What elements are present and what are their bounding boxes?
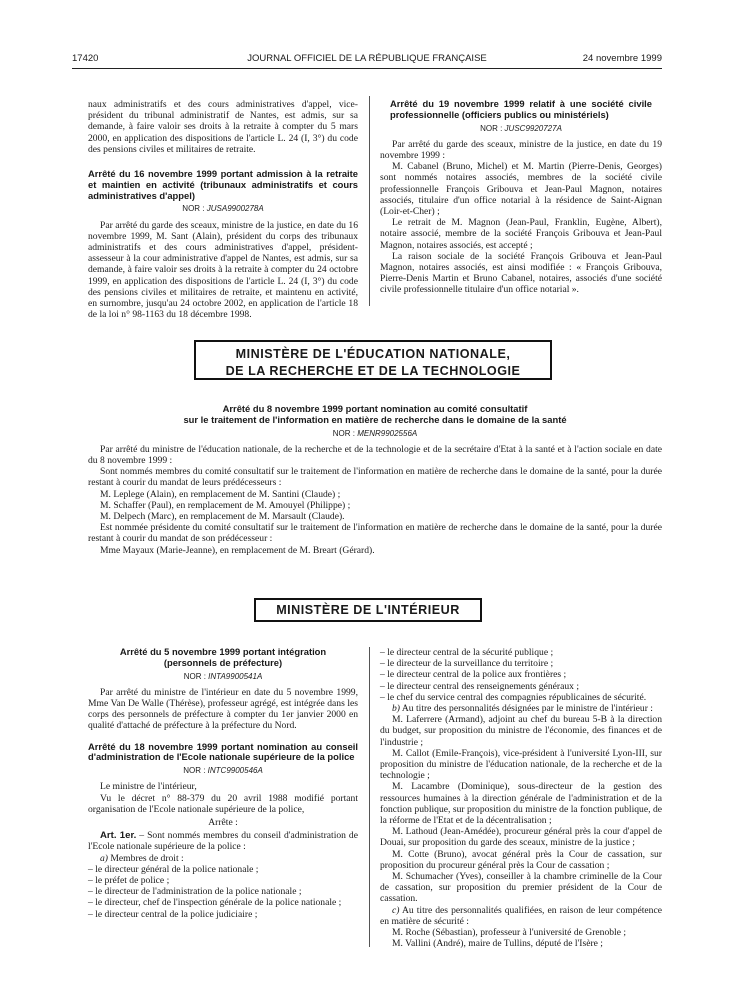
page-header bbox=[72, 53, 662, 65]
list-item: – le directeur de la surveillance du territoire ; bbox=[380, 658, 554, 670]
column-divider bbox=[369, 647, 370, 947]
member-line: M. Vallini (André), maire de Tullins, député de l'Isère ; bbox=[392, 938, 603, 950]
paragraph: M. Cabanel (Bruno, Michel) et M. Martin (Pierre-Denis, Georges) sont nommés notaires associés, membres de la société civile professionnelle François Gribouva et Jean-Paul Magnon, notaires associés, titulaire d'un office notarial à la résidence de Saint-Aignan (Loir-et-Cher) ; bbox=[380, 161, 662, 218]
list-item: – le directeur central de la sécurité publique ; bbox=[380, 647, 554, 658]
list-item: – le directeur central de la police judiciaire ; bbox=[88, 908, 258, 920]
paragraph: Est nommée présidente du comité consultatif sur le traitement de l'information en matière de recherche dans le domaine de la santé, pour la durée restant à courir du mandat de son prédécesseur : bbox=[88, 522, 662, 545]
member-line: M. Schumacher (Yves), conseiller à la chambre criminelle de la Cour de cassation, sur proposition du premier président de la Cour de cassation. bbox=[380, 871, 662, 905]
page-number: 17420 bbox=[72, 53, 99, 64]
nor-reference: NOR : MENR9902556A bbox=[332, 428, 418, 438]
paragraph: Vu le décret n° 88-379 du 20 avril 1988 modifié portant organisation de l'Ecole nationale supérieure de la police, bbox=[88, 792, 358, 815]
paragraph: Par arrêté du ministre de l'éducation nationale, de la recherche et de la technologie et de la secrétaire d'Etat à la santé et à l'action sociale en date du 8 novembre 1999 : bbox=[88, 443, 662, 466]
arrete-body: Par arrêté du garde des sceaux, ministre de la justice, en date du 16 novembre 1999, M. Sant (Alain), président du corps des tribunaux administratifs et des cours administratives d'appel, président-assesseur à la cour administrative d'appel de Nantes, est admis, sur sa demande, à faire valoir ses droits à la retraite à compter du 24 octobre 1999, en application des dispositions de l'article L. 24 (I, 3°) du code des pensions civiles et militaires de retraite, et maintenu en activité, en surnombre, jusqu'au 24 octobre 2002, en application de l'article 18 de la loi n° 98-1163 du 18 décembre 1998. bbox=[88, 219, 358, 321]
member-line: M. Delpech (Marc), en remplacement de M. Marsault (Claude). bbox=[100, 511, 345, 523]
arrete-title: Arrêté du 18 novembre 1999 portant nomination au conseil d'administration de l'Ecole nationale supérieure de la police bbox=[88, 740, 358, 763]
section-c: c) Au titre des personnalités qualifiées, en raison de leur compétence en matière de sécurité : bbox=[380, 904, 662, 927]
member-line: M. Leplege (Alain), en remplacement de M. Santini (Claude) ; bbox=[100, 488, 341, 500]
list-item: – le préfet de police ; bbox=[88, 875, 170, 887]
paragraph: La raison sociale de la société François Gribouva et Jean-Paul Magnon, notaires associés, est ainsi modifiée : « François Gribouva, Pierre-Denis Martin et Bruno Cabanel, notaires, associés d'une société civile professionnelle titulaire d'un office notarial ». bbox=[380, 250, 662, 296]
arrete-title: Arrêté du 16 novembre 1999 portant admission à la retraite et maintien en activité (tribunaux administratifs et cours administratives d'appel) bbox=[88, 168, 358, 201]
member-line: M. Roche (Sébastian), professeur à l'université de Grenoble ; bbox=[392, 927, 627, 939]
education-section bbox=[88, 404, 662, 556]
list-item: – le chef du service central des compagnies républicaines de sécurité. bbox=[380, 691, 647, 703]
list-item: – le directeur, chef de l'inspection générale de la police nationale ; bbox=[88, 897, 342, 909]
list-item: – le directeur central des renseignements généraux ; bbox=[380, 680, 579, 692]
nor-reference: NOR : JUSC9920727A bbox=[480, 123, 562, 133]
journal-title: JOURNAL OFFICIEL DE LA RÉPUBLIQUE FRANÇAISE bbox=[247, 53, 487, 64]
ministry-heading-education: MINISTÈRE DE L'ÉDUCATION NATIONALE, DE LA RECHERCHE ET DE LA TECHNOLOGIE bbox=[194, 340, 552, 380]
arrete-body: Par arrêté du ministre de l'intérieur en date du 5 novembre 1999, Mme Van De Walle (Thérèse), professeur agrégé, est intégrée dans les corps des personnels de préfecture à compter du 1er janvier 2000 en qualité d'attaché de préfecture à la préfecture du Nord. bbox=[88, 686, 358, 732]
left-column-top bbox=[88, 99, 358, 320]
member-line: M. Laferrere (Armand), adjoint au chef du bureau 5-B à la direction du budget, sur proposition du ministre de l'économie, des finances et de l'industrie ; bbox=[380, 714, 662, 748]
arrete-title: Arrêté du 19 novembre 1999 relatif à une société civile professionnelle (officiers publics ou ministériels) bbox=[390, 98, 652, 120]
paragraph: Sont nommés membres du comité consultatif sur le traitement de l'information en matière de recherche dans le domaine de la santé, pour la durée restant à courir du mandat de leurs prédécesseurs : bbox=[88, 466, 662, 489]
paragraph: Le retrait de M. Magnon (Jean-Paul, Franklin, Eugène, Albert), notaire associé, membre de la société François Gribouva et Jean-Paul Magnon, notaires associés, est accepté ; bbox=[380, 217, 662, 251]
article-1: Art. 1er. – Sont nommés membres du conseil d'administration de l'Ecole nationale supérieure de la police : bbox=[88, 830, 358, 853]
nor-reference: NOR : INTA9900541A bbox=[183, 671, 263, 681]
list-item: – le directeur central de la police aux frontières ; bbox=[380, 669, 567, 681]
paragraph: Le ministre de l'intérieur, bbox=[100, 781, 197, 793]
member-line: M. Cotte (Bruno), avocat général près la Cour de cassation, sur proposition du procureur général près la Cour de cassation ; bbox=[380, 848, 662, 871]
nor-reference: NOR : INTC9900546A bbox=[183, 766, 263, 776]
column-divider bbox=[369, 96, 370, 306]
member-line: Mme Mayaux (Marie-Jeanne), en remplacement de M. Breart (Gérard). bbox=[100, 544, 375, 556]
member-line: M. Lacambre (Dominique), sous-directeur de la gestion des ressources humaines à la direction générale de l'administration et de la fonction publique, sur proposition du ministre de la fonction publique, de la réforme de l'Etat et de la décentralisation ; bbox=[380, 781, 662, 827]
list-item: – le directeur général de la police nationale ; bbox=[88, 863, 259, 875]
arrete-title-line: Arrêté du 8 novembre 1999 portant nomination au comité consultatif bbox=[222, 403, 528, 414]
right-column-interieur bbox=[380, 647, 662, 949]
header-rule bbox=[72, 68, 662, 69]
continued-text: naux administratifs et des cours administratives d'appel, vice-président du tribunal administratif de Nantes, est admis, sur sa demande, à faire valoir ses droits à la retraite à compter du 5 mars 2000, en application des dispositions de l'article L. 24 (I, 3°) du code des pensions civiles et militaires de retraite. bbox=[88, 99, 358, 155]
paragraph: Par arrêté du garde des sceaux, ministre de la justice, en date du 19 novembre 1999 : bbox=[380, 138, 662, 161]
right-column-top bbox=[380, 99, 662, 296]
list-item: – le directeur de l'administration de la police nationale ; bbox=[88, 886, 302, 898]
arrete-title-line: sur le traitement de l'information en matière de recherche dans le domaine de la santé bbox=[183, 413, 567, 425]
arrete-title: Arrêté du 5 novembre 1999 portant intégration (personnels de préfecture) bbox=[119, 646, 327, 668]
left-column-interieur bbox=[88, 647, 358, 920]
member-line: M. Lathoud (Jean-Amédée), procureur général près la cour d'appel de Douai, sur proposition du garde des sceaux, ministre de la justice ; bbox=[380, 826, 662, 849]
section-a: a) Membres de droit : bbox=[100, 852, 184, 864]
issue-date: 24 novembre 1999 bbox=[582, 53, 662, 64]
section-b: b) Au titre des personnalités désignées par le ministre de l'intérieur : bbox=[392, 703, 653, 715]
member-line: M. Callot (Emile-François), vice-président à l'université Lyon-III, sur proposition du ministre de l'éducation nationale, de la recherche et de la technologie ; bbox=[380, 747, 662, 782]
nor-reference: NOR : JUSA9900278A bbox=[182, 204, 264, 214]
ministry-heading-interieur: MINISTÈRE DE L'INTÉRIEUR bbox=[254, 598, 482, 622]
member-line: M. Schaffer (Paul), en remplacement de M. Amouyel (Philippe) ; bbox=[100, 499, 351, 511]
arrete-heading: Arrête : bbox=[208, 817, 238, 829]
